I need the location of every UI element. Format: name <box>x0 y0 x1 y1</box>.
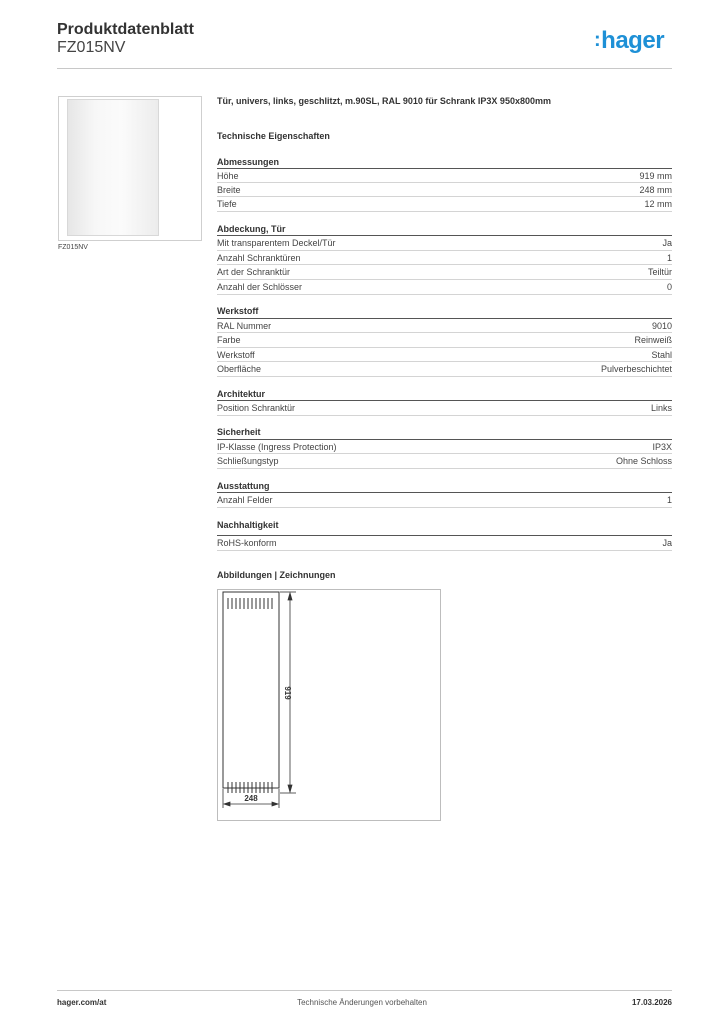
product-description: Tür, univers, links, geschlitzt, m.90SL, RAL 9010 für Schrank IP3X 950x800mm <box>217 96 551 106</box>
row-label: Breite <box>217 185 241 195</box>
section-divider <box>217 211 672 212</box>
section-divider <box>217 507 672 508</box>
width-dimension-label: 248 <box>244 794 258 803</box>
page-title: Produktdatenblatt <box>57 21 194 38</box>
section-title-abdeckung: Abdeckung, Tür <box>217 224 286 234</box>
product-image-caption: FZ015NV <box>58 244 88 251</box>
table-row <box>217 318 672 333</box>
row-label: Mit transparentem Deckel/Tür <box>217 238 336 248</box>
table-row <box>217 264 672 279</box>
table-row <box>217 347 672 362</box>
product-code: FZ015NV <box>57 39 126 56</box>
row-label: RAL Nummer <box>217 321 272 331</box>
row-value: IP3X <box>652 442 672 452</box>
row-label: Farbe <box>217 335 241 345</box>
row-value: 248 mm <box>639 185 672 195</box>
drawings-heading: Abbildungen | Zeichnungen <box>217 570 336 580</box>
footer-divider <box>57 990 672 991</box>
hager-logo <box>594 27 664 55</box>
header-divider <box>57 68 672 69</box>
table-row <box>217 439 672 454</box>
row-value: 919 mm <box>639 171 672 181</box>
product-image <box>58 96 202 241</box>
table-row <box>217 250 672 265</box>
technical-drawing <box>217 589 441 821</box>
row-label: Anzahl Schranktüren <box>217 253 301 263</box>
table-row <box>217 279 672 294</box>
table-row <box>217 235 672 250</box>
row-label: IP-Klasse (Ingress Protection) <box>217 442 337 452</box>
section-divider <box>217 294 672 295</box>
height-dimension-label: 919 <box>283 686 292 700</box>
properties-heading: Technische Eigenschaften <box>217 131 330 141</box>
table-row <box>217 332 672 347</box>
row-label: Anzahl Felder <box>217 495 273 505</box>
section-title-werkstoff: Werkstoff <box>217 306 259 316</box>
section-divider <box>217 550 672 551</box>
row-value: 0 <box>666 282 672 292</box>
row-value: Pulverbeschichtet <box>600 364 672 374</box>
row-value: Links <box>650 403 672 413</box>
logo-dots-icon: : <box>594 29 601 51</box>
section-divider <box>217 376 672 377</box>
footer-website: hager.com/at <box>57 998 107 1007</box>
table-row <box>217 196 672 211</box>
section-divider <box>217 415 672 416</box>
footer-date: 17.03.2026 <box>631 998 672 1007</box>
door-outline <box>223 592 279 788</box>
row-value: 12 mm <box>644 199 672 209</box>
table-row <box>217 453 672 468</box>
row-label: Art der Schranktür <box>217 267 291 277</box>
section-title-ausstattung: Ausstattung <box>217 481 270 491</box>
section-title-architektur: Architektur <box>217 389 266 399</box>
row-label: RoHS-konform <box>217 538 277 548</box>
row-value: Ja <box>662 538 672 548</box>
logo-text: hager <box>601 27 665 54</box>
table-row <box>217 168 672 183</box>
row-label: Position Schranktür <box>217 403 296 413</box>
section-divider <box>217 468 672 469</box>
row-value: 1 <box>666 253 672 263</box>
row-label: Tiefe <box>217 199 237 209</box>
row-label: Oberfläche <box>217 364 262 374</box>
row-value: Ja <box>662 238 672 248</box>
row-value: Teiltür <box>647 267 672 277</box>
row-value: 9010 <box>651 321 672 331</box>
top-vent-slots <box>228 598 272 609</box>
row-label: Anzahl der Schlösser <box>217 282 303 292</box>
footer-note: Technische Änderungen vorbehalten <box>297 998 427 1007</box>
section-title-sicherheit: Sicherheit <box>217 427 261 437</box>
door-drawing <box>218 590 440 820</box>
section-title-abmessungen: Abmessungen <box>217 157 280 167</box>
table-row <box>217 182 672 197</box>
table-row <box>217 492 672 507</box>
door-panel-image <box>67 99 159 236</box>
table-row <box>217 400 672 415</box>
row-value: Reinweiß <box>634 335 672 345</box>
row-label: Werkstoff <box>217 350 255 360</box>
row-label: Schließungstyp <box>217 456 279 466</box>
row-value: 1 <box>666 495 672 505</box>
table-row <box>217 535 672 550</box>
section-title-nachhaltigkeit: Nachhaltigkeit <box>217 520 279 530</box>
row-label: Höhe <box>217 171 239 181</box>
row-value: Stahl <box>651 350 672 360</box>
row-value: Ohne Schloss <box>615 456 672 466</box>
table-row <box>217 361 672 376</box>
